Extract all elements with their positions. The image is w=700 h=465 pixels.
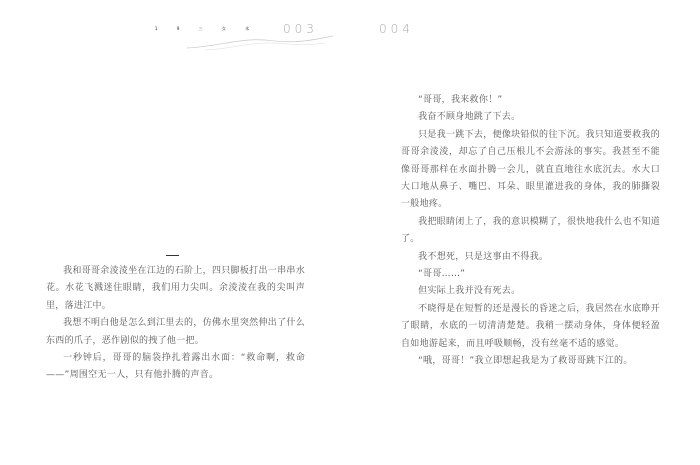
paragraph: 不晓得是在短暂的还是漫长的昏迷之后，我居然在水底睁开了眼睛，水底的一切清清楚楚。我稍一摆动身体，身体便轻盈自如地游起来，而且呼吸顺畅，没有丝毫不适的感觉。 — [401, 303, 660, 349]
paragraph: 但实际上我并没有死去。 — [418, 286, 521, 297]
paragraph: “哦，哥哥！”我立即想起我是为了救哥哥跳下江的。 — [418, 356, 633, 367]
paragraph: 一秒钟后，哥哥的脑袋挣扎着露出水面：“救命啊，救命——”周围空无一人，只有他扑腾的声音。 — [46, 353, 305, 381]
paragraph: 我不想死，只是这事由不得我。 — [418, 251, 549, 262]
decorative-swoosh — [185, 34, 335, 52]
right-body-text — [401, 92, 660, 371]
paragraph: 我想不明白他是怎么到江里去的，仿佛水里突然伸出了什么东西的爪子，恶作剧似的拽了他一把。 — [46, 318, 305, 346]
right-page — [350, 0, 700, 465]
paragraph: 我奋不顾身地跳了下去。 — [418, 112, 521, 123]
paragraph: “哥哥，我来救你！” — [418, 95, 503, 105]
running-head: 1 9 三 女 术 — [155, 26, 259, 31]
paragraph: “哥哥……” — [418, 269, 466, 280]
page-number-left: 003 — [283, 22, 318, 36]
paragraph: 我和哥哥余淩淩坐在江边的石阶上，四只脚板打出一串串水花。水花飞溅迷住眼睛，我们用力尖叫。余淩淩在我的尖叫声里，落进江中。 — [46, 266, 305, 311]
paragraph: 我把眼睛闭上了，我的意识模糊了，很快地我什么也不知道了。 — [401, 216, 660, 245]
page-number-right: 004 — [379, 22, 414, 36]
left-body-text — [46, 263, 305, 385]
chapter-mark — [166, 255, 179, 256]
paragraph: 只是我一跳下去，便像块铅似的往下沉。我只知道要救我的哥哥余淩淩，却忘了自己压根儿不会游泳的事实。我甚至不能像哥哥那样在水面扑腾一会儿，就直直地往水底沉去。水大口大口地从鼻子、嘴巴、耳朵、眼里灌进我的身体，我的肺撕裂一般地疼。 — [401, 129, 660, 210]
